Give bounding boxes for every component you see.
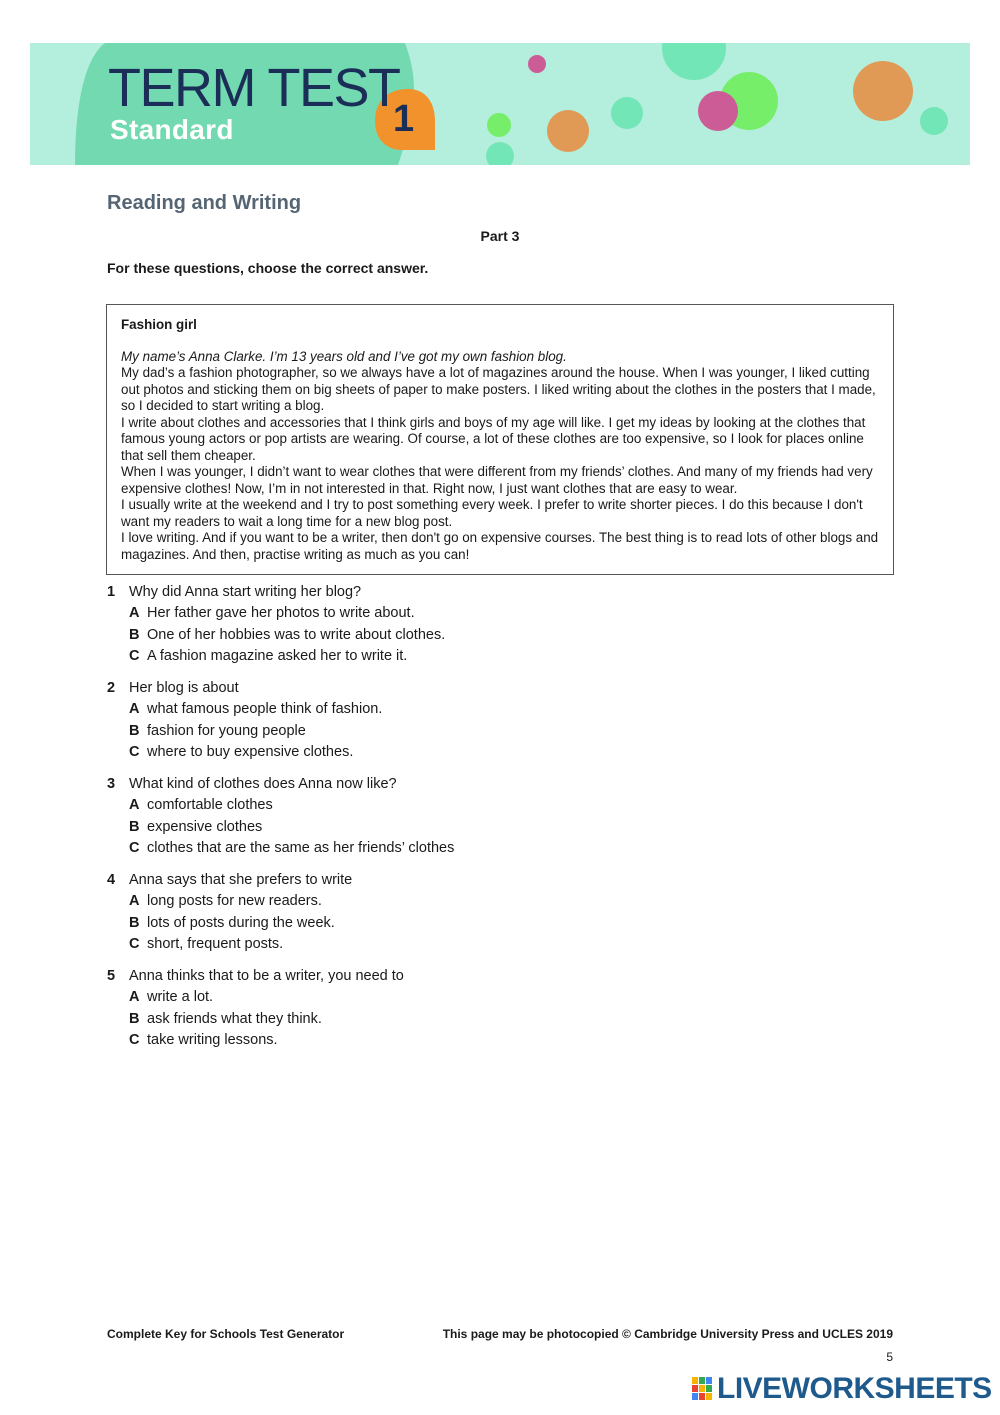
bubble [920,107,948,135]
answer-option[interactable] [107,625,807,646]
question-number: 2 [107,680,116,696]
answer-option[interactable] [107,838,807,859]
bubble [698,91,738,131]
header-banner [30,43,970,165]
reading-paragraph: I love writing. And if you want to be a writer, then don't go on expensive courses. The best thing is to read lots of other blogs and magazines. And then, practise writing as much as you can! [121,530,879,562]
term-test-number: 1 [393,98,415,140]
question-text: Anna thinks that to be a writer, you need to [129,968,404,984]
question-text: Anna says that she prefers to write [129,872,353,888]
option-letter: B [129,1010,140,1027]
footer-product-name: Complete Key for Schools Test Generator [107,1327,345,1341]
answer-option[interactable] [107,721,807,742]
option-letter: B [129,818,140,835]
question-number: 3 [107,776,116,792]
option-letter: C [129,839,140,856]
option-text: clothes that are the same as her friends’ clothes [147,839,455,856]
option-text: fashion for young people [147,722,306,739]
option-letter: A [129,989,140,1006]
answer-option[interactable] [107,742,807,763]
reading-paragraph: I usually write at the weekend and I try to post something every week. I prefer to write shorter pieces. I do this because I don't want my readers to wait a long time for a new blog post. [121,497,863,529]
term-test-subtitle: Standard [110,114,234,145]
bubble [528,55,546,73]
liveworksheets-logo[interactable] [692,1374,992,1404]
question-2 [107,678,807,763]
option-text: Her father gave her photos to write about. [147,605,415,622]
question-text: Why did Anna start writing her blog? [129,584,362,600]
section-title: Reading and Writing [107,192,302,214]
question-number: 5 [107,968,116,984]
option-letter: A [129,797,140,814]
option-text: short, frequent posts. [147,935,284,952]
bubble [486,142,514,165]
liveworksheets-blocks-icon [692,1377,714,1401]
reading-paragraph: I write about clothes and accessories that I think girls and boys of my age will like. I get my ideas by looking at the clothes that famous young actors or pop artists are wearing. Of course, a lot of these clothes are too expensive, so I look for places online that sell them cheaper. [121,414,866,463]
option-letter: C [129,935,140,952]
option-letter: A [129,701,140,718]
term-test-title: TERM TEST [108,58,400,118]
option-letter: C [129,743,140,760]
instructions: For these questions, choose the correct answer. [107,260,429,276]
question-4 [107,870,807,955]
bubble [662,43,726,80]
bubble [547,110,589,152]
option-letter: B [129,914,140,931]
answer-option[interactable] [107,699,807,720]
answer-option[interactable] [107,987,807,1008]
reading-text-intro: My name’s Anna Clarke. I’m 13 years old and I’ve got my own fashion blog. [121,348,567,364]
answer-option[interactable] [107,1009,807,1030]
answer-option[interactable] [107,817,807,838]
option-letter: B [129,626,140,643]
option-text: lots of posts during the week. [147,914,335,931]
footer-copyright: This page may be photocopied © Cambridge University Press and UCLES 2019 [442,1327,893,1341]
bubble [611,97,643,129]
answer-option[interactable] [107,646,807,667]
question-number: 4 [107,872,116,888]
option-letter: C [129,1031,140,1048]
answer-option[interactable] [107,934,807,955]
question-3 [107,774,807,859]
option-text: write a lot. [147,989,214,1006]
option-text: what famous people think of fashion. [147,701,383,718]
option-text: comfortable clothes [147,797,273,814]
answer-option[interactable] [107,603,807,624]
answer-option[interactable] [107,795,807,816]
question-number: 1 [107,584,116,600]
bubble [853,61,913,121]
option-text: take writing lessons. [147,1031,278,1048]
reading-paragraph: My dad’s a fashion photographer, so we always have a lot of magazines around the house. When I was younger, I liked cutting out photos and sticking them on big sheets of paper to make posters. I liked writing about the clothes in the posters that I made, so I decided to start writing a blog. [121,365,876,413]
question-5 [107,966,807,1051]
option-text: expensive clothes [147,818,263,835]
answer-option[interactable] [107,913,807,934]
reading-text-title: Fashion girl [121,317,197,332]
option-text: long posts for new readers. [147,893,322,910]
option-letter: B [129,722,140,739]
page-number: 5 [886,1350,893,1364]
option-letter: C [129,647,140,664]
option-text: One of her hobbies was to write about clothes. [147,626,446,643]
reading-paragraph: When I was younger, I didn’t want to wear clothes that were different from my friends’ clothes. And many of my friends had very expensive clothes! Now, I’m in not interested in that. Right now, I just want clothes that are easy to wear. [121,464,873,496]
question-text: Her blog is about [129,680,239,696]
question-text: What kind of clothes does Anna now like? [129,776,397,792]
option-letter: A [129,605,140,622]
option-letter: A [129,893,140,910]
option-text: ask friends what they think. [147,1010,322,1027]
question-1 [107,582,807,667]
answer-option[interactable] [107,1030,807,1051]
answer-option[interactable] [107,891,807,912]
part-heading: Part 3 [480,228,520,244]
option-text: A fashion magazine asked her to write it. [147,647,408,664]
bubble [487,113,511,137]
liveworksheets-wordmark: LIVEWORKSHEETS [717,1372,992,1405]
reading-text-box [106,304,894,575]
option-text: where to buy expensive clothes. [147,743,354,760]
